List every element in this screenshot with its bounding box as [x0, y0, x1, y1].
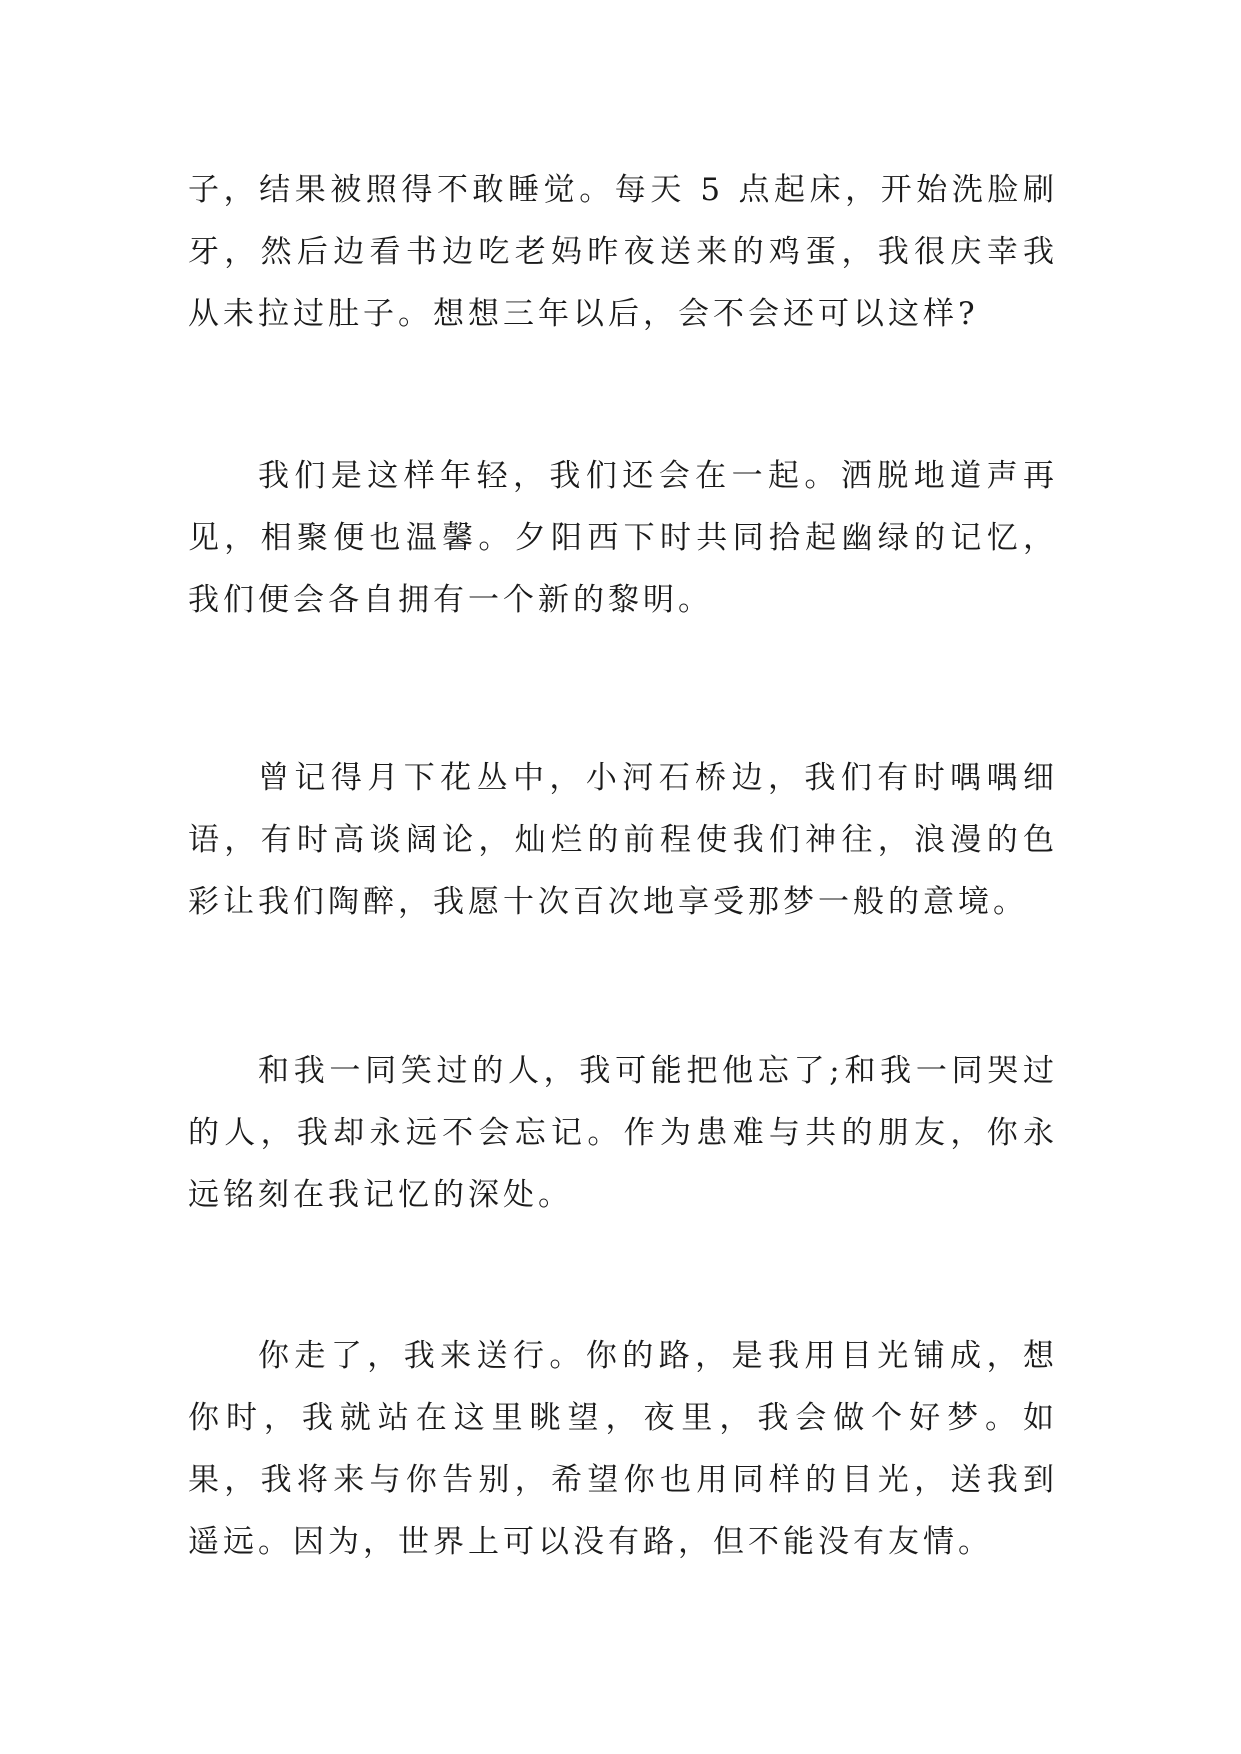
paragraph-5: 你走了，我来送行。你的路，是我用目光铺成，想你时，我就站在这里眺望，夜里，我会做个好梦。如果，我将来与你告别，希望你也用同样的目光，送我到遥远。因为，世界上可以没有路，但不能没有友情。 — [188, 1338, 1058, 1560]
paragraph-2: 我们是这样年轻，我们还会在一起。洒脱地道声再见，相聚便也温馨。夕阳西下时共同拾起幽绿的记忆，我们便会各自拥有一个新的黎明。 — [188, 458, 1058, 618]
paragraph-4: 和我一同笑过的人，我可能把他忘了;和我一同哭过的人，我却永远不会忘记。作为患难与共的朋友，你永远铭刻在我记忆的深处。 — [188, 1053, 1058, 1213]
paragraph-1: 子，结果被照得不敢睡觉。每天 5 点起床，开始洗脸刷牙，然后边看书边吃老妈昨夜送来的鸡蛋，我很庆幸我从未拉过肚子。想想三年以后，会不会还可以这样? — [188, 172, 1058, 332]
paragraph-3: 曾记得月下花丛中，小河石桥边，我们有时喁喁细语，有时高谈阔论，灿烂的前程使我们神往，浪漫的色彩让我们陶醉，我愿十次百次地享受那梦一般的意境。 — [188, 760, 1058, 920]
